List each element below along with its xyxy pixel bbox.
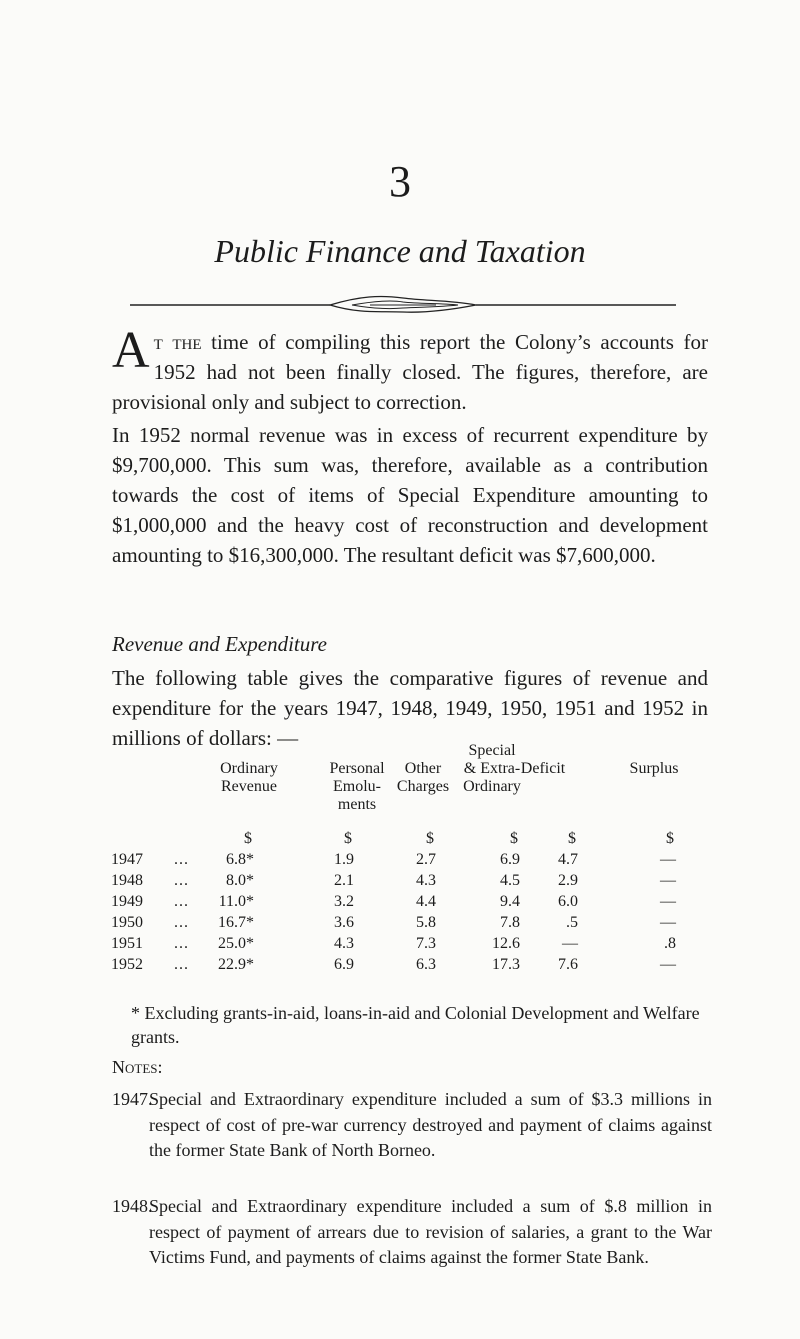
row-year: 1950	[111, 914, 143, 931]
row-year: 1949	[111, 893, 143, 910]
cell-personal-emoluments: 4.3	[334, 935, 354, 952]
header-line: Other	[404, 760, 442, 777]
header-line: Revenue	[221, 778, 277, 795]
cell-special-extraordinary: 17.3	[492, 956, 520, 973]
cell-other-charges: 4.3	[416, 872, 436, 889]
cell-deficit: .5	[566, 914, 578, 931]
cell-other-charges: 4.4	[416, 893, 436, 910]
cell-special-extraordinary: 7.8	[500, 914, 520, 931]
cell-personal-emoluments: 6.9	[334, 956, 354, 973]
note-year: 1947.	[112, 1089, 153, 1109]
unit-ordinary-revenue: $	[244, 830, 252, 847]
header-line: Deficit	[520, 760, 566, 777]
cell-deficit: 7.6	[558, 956, 578, 973]
unit-special-extraordinary: $	[510, 830, 518, 847]
cell-special-extraordinary: 9.4	[500, 893, 520, 910]
cell-personal-emoluments: 1.9	[334, 851, 354, 868]
leader-dots: ...	[174, 956, 189, 973]
header-line: ments	[337, 796, 377, 813]
intro-text: time of compiling this report the Colony’s accounts for 1952 had not been finally closed. The figures, therefore, are provisional only and subject to correction.	[112, 330, 709, 414]
cell-surplus: .8	[664, 935, 676, 952]
intro-lead: t the	[153, 330, 202, 354]
header-line: & Extra-	[463, 760, 521, 777]
note-year: 1948.	[112, 1196, 153, 1216]
table-footnote: * Excluding grants-in-aid, loans-in-aid and Colonial Development and Welfare grants.	[131, 1003, 700, 1047]
cell-surplus: —	[660, 872, 676, 889]
cell-deficit: —	[562, 935, 578, 952]
cell-surplus: —	[660, 956, 676, 973]
note-text: Special and Extraordinary expenditure included a sum of $.8 million in respect of payment of arrears due to revision of salaries, a grant to the War Victims Fund, and payments of claims against the former State Bank.	[149, 1196, 712, 1267]
row-year: 1951	[111, 935, 143, 952]
header-line: Surplus	[629, 760, 679, 777]
cell-special-extraordinary: 12.6	[492, 935, 520, 952]
revenue-summary-paragraph: In 1952 normal revenue was in excess of recurrent expenditure by $9,700,000. This sum was, therefore, available as a contribution towards the cost of items of Special Expenditure amounting to $1,000,000 and the heavy cost of reconstruction and development amounting to $16,300,000. The resultant deficit was $7,600,000.	[112, 423, 708, 567]
header-deficit	[483, 760, 603, 778]
unit-other-charges: $	[426, 830, 434, 847]
header-line: Emolu-	[333, 778, 381, 795]
drop-cap: A	[112, 322, 150, 379]
cell-surplus: —	[660, 914, 676, 931]
cell-ordinary-revenue: 11.0*	[218, 893, 254, 910]
cell-other-charges: 5.8	[416, 914, 436, 931]
header-surplus	[594, 760, 714, 778]
cell-surplus: —	[660, 851, 676, 868]
section-heading: Revenue and Expenditure	[112, 632, 327, 656]
cell-other-charges: 7.3	[416, 935, 436, 952]
cell-ordinary-revenue: 25.0*	[218, 935, 254, 952]
unit-deficit: $	[568, 830, 576, 847]
row-year: 1948	[111, 872, 143, 889]
header-line: Ordinary	[220, 760, 278, 777]
cell-special-extraordinary: 6.9	[500, 851, 520, 868]
header-line: Personal	[329, 760, 385, 777]
leader-dots: ...	[174, 893, 189, 910]
page-title: Public Finance and Taxation	[214, 233, 586, 269]
header-line: Charges	[396, 778, 450, 795]
unit-surplus: $	[666, 830, 674, 847]
table-intro-paragraph: The following table gives the comparative figures of revenue and expenditure for the years 1947, 1948, 1949, 1950, 1951 and 1952 in millions of dollars: —	[112, 666, 708, 750]
note-text: Special and Extraordinary expenditure included a sum of $3.3 millions in respect of cost of pre-war currency destroyed and payment of claims against the former State Bank of North Borneo.	[149, 1089, 712, 1160]
cell-personal-emoluments: 3.2	[334, 893, 354, 910]
cell-ordinary-revenue: 6.8*	[226, 851, 254, 868]
ornamental-rule	[130, 292, 676, 318]
intro-paragraph	[112, 322, 709, 417]
unit-personal-emoluments: $	[344, 830, 352, 847]
cell-special-extraordinary: 4.5	[500, 872, 520, 889]
cell-deficit: 2.9	[558, 872, 578, 889]
leader-dots: ...	[174, 935, 189, 952]
cell-ordinary-revenue: 22.9*	[218, 956, 254, 973]
cell-other-charges: 2.7	[416, 851, 436, 868]
cell-ordinary-revenue: 16.7*	[218, 914, 254, 931]
header-line: Special	[468, 742, 516, 759]
cell-ordinary-revenue: 8.0*	[226, 872, 254, 889]
cell-deficit: 4.7	[558, 851, 578, 868]
cell-other-charges: 6.3	[416, 956, 436, 973]
cell-personal-emoluments: 2.1	[334, 872, 354, 889]
row-year: 1952	[111, 956, 143, 973]
cell-personal-emoluments: 3.6	[334, 914, 354, 931]
leader-dots: ...	[174, 872, 189, 889]
header-ordinary-revenue	[194, 760, 304, 796]
cell-deficit: 6.0	[558, 893, 578, 910]
leader-dots: ...	[174, 914, 189, 931]
row-year: 1947	[111, 851, 143, 868]
notes-label: Notes:	[112, 1057, 163, 1077]
leader-dots: ...	[174, 851, 189, 868]
header-line: Ordinary	[463, 778, 521, 795]
page-number: 3	[389, 157, 411, 206]
cell-surplus: —	[660, 893, 676, 910]
